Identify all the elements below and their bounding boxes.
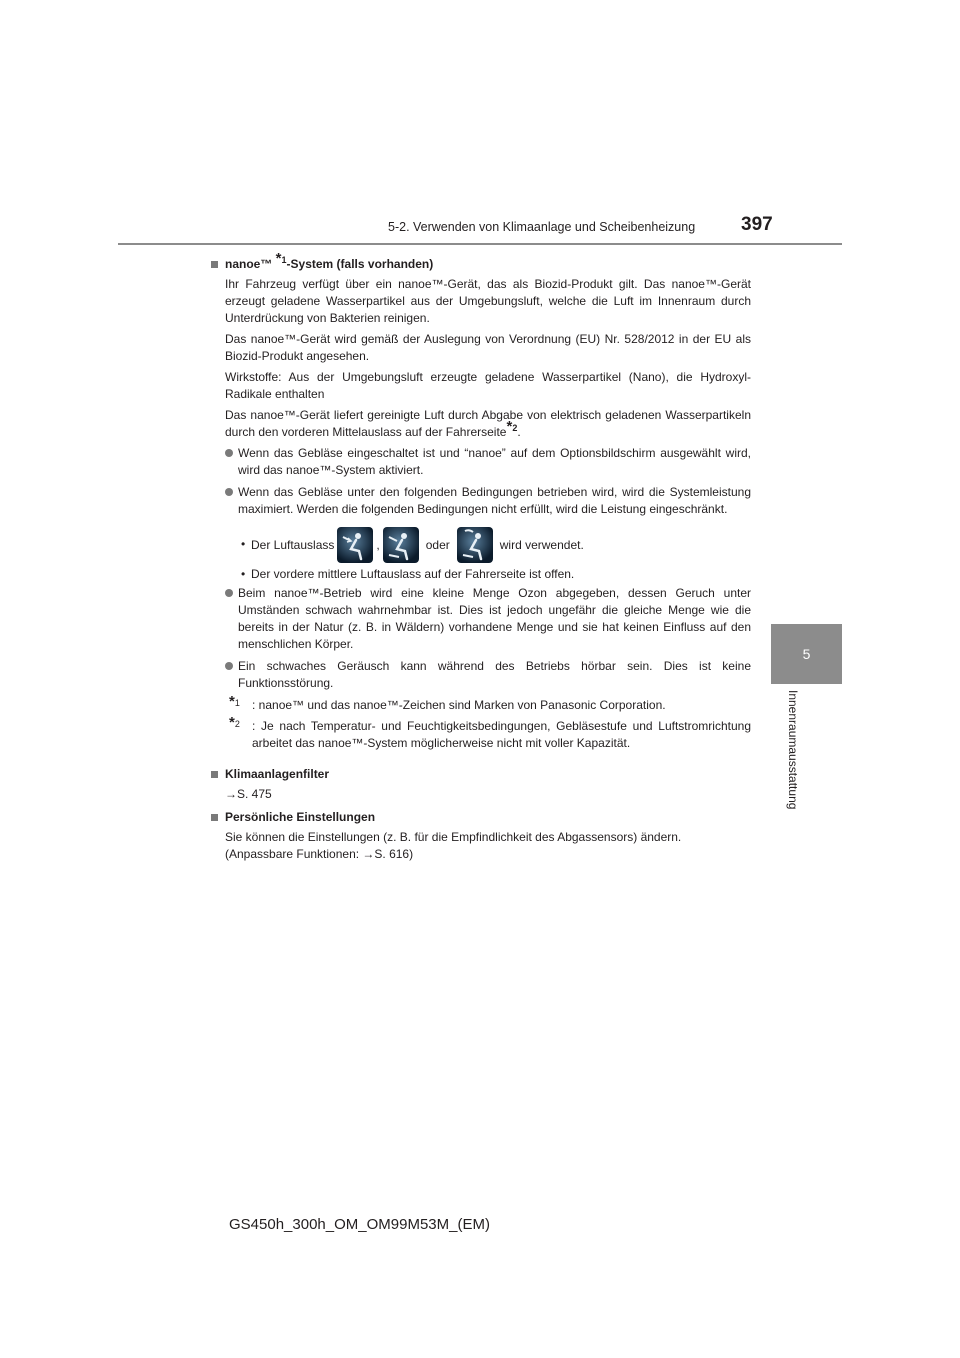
list-item: Wenn das Gebläse unter den folgenden Bedingungen betrieben wird, wird die Systemleistung maximiert. Werden die folgenden Bedingungen nicht erfüllt, wird die Leistung eingeschränkt. [211, 484, 751, 518]
vent-face-icon [337, 527, 373, 563]
circle-bullet-icon [225, 488, 233, 496]
chapter-label: Innenraumausstattung [786, 690, 800, 810]
section-title: 5-2. Verwenden von Klimaanlage und Scheibenheizung [388, 220, 696, 234]
list-item: Ein schwaches Geräusch kann während des Betriebs hörbar sein. Dies ist keine Funktionsstörung. [211, 658, 751, 692]
circle-bullet-icon [225, 589, 233, 597]
circle-bullet-icon [225, 449, 233, 457]
footnote-1: *1 : nanoe™ und das nanoe™-Zeichen sind Marken von Panasonic Corporation. [229, 693, 666, 712]
section-heading-filter: Klimaanlagenfilter [211, 766, 751, 783]
list-item: Wenn das Gebläse eingeschaltet ist und “nanoe” auf dem Optionsbildschirm ausgewählt wird, wird das nanoe™-System aktiviert. [211, 445, 751, 479]
chapter-tab [771, 624, 842, 684]
sub-list-item: • Der vordere mittlere Luftauslass auf der Fahrerseite ist offen. [241, 567, 575, 581]
header-divider [118, 243, 842, 245]
square-bullet-icon [211, 771, 218, 778]
page-number: 397 [741, 214, 773, 235]
square-bullet-icon [211, 814, 218, 821]
vent-face-defrost-icon [457, 527, 493, 563]
square-bullet-icon [211, 261, 218, 268]
paragraph: Wirkstoffe: Aus der Umgebungsluft erzeugte geladene Wasserpartikel (Nano), die Hydroxyl-Radikale enthalten [225, 370, 751, 401]
page-reference-link[interactable]: →S. 475 [225, 787, 272, 801]
section-heading-personal: Persönliche Einstellungen [211, 809, 751, 826]
paragraph: Ihr Fahrzeug verfügt über ein nanoe™-Gerät, das als Biozid-Produkt gilt. Das nanoe™-Gerät erzeugt geladene Wasserpartikel aus der Umgebungsluft, welche die Luft im Innenraum durch Unterdrückung von Bakterien reinigen. [225, 277, 751, 325]
circle-bullet-icon [225, 662, 233, 670]
paragraph: Das nanoe™-Gerät wird gemäß der Auslegung von Verordnung (EU) Nr. 528/2012 in der EU als Biozid-Produkt angesehen. [225, 332, 751, 363]
list-item: Beim nanoe™-Betrieb wird eine kleine Menge Ozon abgegeben, dessen Geruch unter Umständen schwach wahrnehmbar ist. Dies ist jedoch ungefähr die gleiche Menge wie die bereits in der Natur (z. B. in Wäldern) vorhandene Menge und sie hat keinen Einfluss auf den menschlichen Körper. [211, 585, 751, 653]
page-content [211, 250, 751, 863]
paragraph: Das nanoe™-Gerät liefert gereinigte Luft durch Abgabe von elektrisch geladenen Wasserpartikeln durch den vorderen Mittelauslass auf der Fahrerseite$^{*2}$. [225, 408, 751, 439]
paragraph: Sie können die Einstellungen (z. B. für die Empfindlichkeit des Abgassensors) ändern. (Anpassbare Funktionen: →S. 616) [225, 830, 682, 861]
footnote-2: *2 : Je nach Temperatur- und Feuchtigkeitsbedingungen, Gebläsestufe und Luftstromrichtung arbeitet das nanoe™-System möglicherweise nicht mit voller Kapazität. [229, 714, 751, 750]
vent-face-feet-icon [383, 527, 419, 563]
page-reference-link[interactable]: (Anpassbare Funktionen: →S. 616) [225, 847, 414, 861]
section-heading-nanoe: nanoe™ $^{*1}$-System (falls vorhanden) [211, 256, 751, 273]
sub-list-item: • Der Luftauslass , oder wird verwendet. [211, 526, 751, 564]
footer-model-code: GS450h_300h_OM_OM99M53M_(EM) [229, 1216, 490, 1233]
chapter-number: 5 [802, 646, 811, 662]
